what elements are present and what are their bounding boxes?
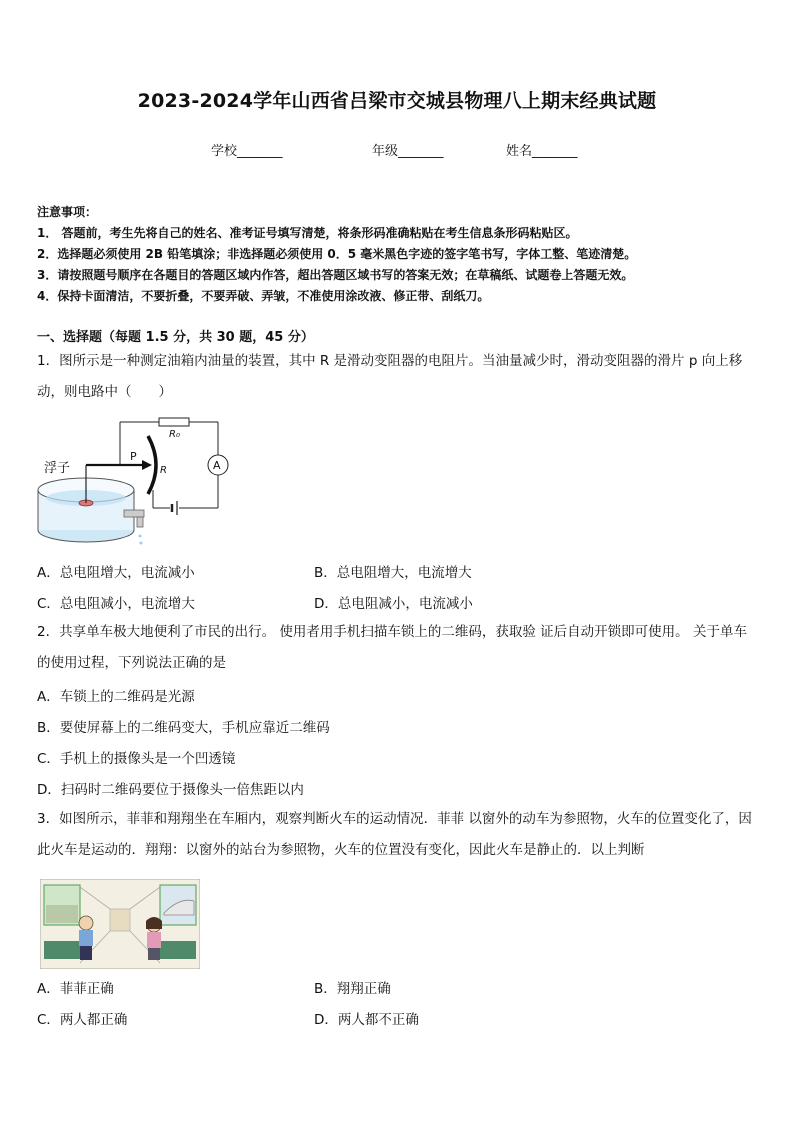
grade-field[interactable]: 年级_______: [372, 144, 444, 159]
float-label: 浮子: [44, 461, 71, 476]
q1-option-a[interactable]: A．总电阻增大，电流减小: [37, 565, 195, 581]
notice-heading: 注意事项：: [37, 205, 98, 219]
q1-option-d[interactable]: D．总电阻减小，电流减小: [314, 596, 473, 612]
question-3-stem: 3．如图所示，菲菲和翔翔坐在车厢内，观察判断火车的运动情况．菲菲 以窗外的动车为参照物，火车的位置变化了，因此火车是运动的．翔翔：以窗外的站台为参照物，火车的位置没有变化，因此火车是静止的．以上判断: [37, 811, 752, 858]
question-1-stem: 1．图所示是一种测定油箱内油量的装置，其中 R 是滑动变阻器的电阻片。当油量减少时，滑动变阻器的滑片 p 向上移动，则电路中（ ）: [37, 353, 743, 400]
section-heading: 一、选择题（每题 1.5 分，共 30 题，45 分）: [37, 330, 314, 345]
q2-option-c[interactable]: C．手机上的摄像头是一个凹透镜: [37, 751, 236, 767]
notice-item: 4．保持卡面清洁，不要折叠，不要弄破、弄皱，不准使用涂改液、修正带、刮纸刀。: [37, 289, 490, 303]
notice-block: [37, 202, 757, 307]
r-label: R: [160, 465, 167, 476]
q3-option-b[interactable]: B．翔翔正确: [314, 981, 391, 997]
name-field[interactable]: 姓名_______: [506, 144, 578, 159]
r0-label: R₀: [169, 429, 180, 440]
notice-item: 3．请按照题号顺序在各题目的答题区域内作答，超出答题区域书写的答案无效；在草稿纸、试题卷上答题无效。: [37, 268, 634, 282]
q2-option-d[interactable]: D．扫码时二维码要位于摄像头一倍焦距以内: [37, 782, 304, 798]
school-field[interactable]: 学校_______: [211, 144, 283, 159]
q1-option-b[interactable]: B．总电阻增大，电流增大: [314, 565, 472, 581]
oil-gauge-circuit-figure: [36, 410, 236, 550]
exam-title: 2023-2024学年山西省吕梁市交城县物理八上期末经典试题: [137, 90, 657, 112]
q2-option-b[interactable]: B．要使屏幕上的二维码变大，手机应靠近二维码: [37, 720, 330, 736]
notice-item: 2．选择题必须使用 2B 铅笔填涂；非选择题必须使用 0．5 毫米黑色字迹的签字笔书写，字体工整、笔迹清楚。: [37, 247, 637, 261]
q1-option-c[interactable]: C．总电阻减小，电流增大: [37, 596, 195, 612]
q3-option-a[interactable]: A．菲菲正确: [37, 981, 114, 997]
q3-option-c[interactable]: C．两人都正确: [37, 1012, 128, 1028]
train-carriage-figure: [40, 879, 200, 969]
resistor-r0: [159, 418, 189, 426]
question-2-stem: 2．共享单车极大地便利了市民的出行。 使用者用手机扫描车锁上的二维码，获取验 证后自动开锁即可使用。 关于单车的使用过程，下列说法正确的是: [37, 624, 747, 671]
ammeter-label: A: [213, 459, 221, 472]
faucet-icon: [124, 510, 144, 517]
q2-option-a[interactable]: A．车锁上的二维码是光源: [37, 689, 195, 705]
notice-item: 1． 答题前，考生先将自己的姓名、准考证号填写清楚，将条形码准确粘贴在考生信息条形码粘贴区。: [37, 226, 578, 240]
p-label: P: [130, 450, 137, 463]
q3-option-d[interactable]: D．两人都不正确: [314, 1012, 419, 1028]
